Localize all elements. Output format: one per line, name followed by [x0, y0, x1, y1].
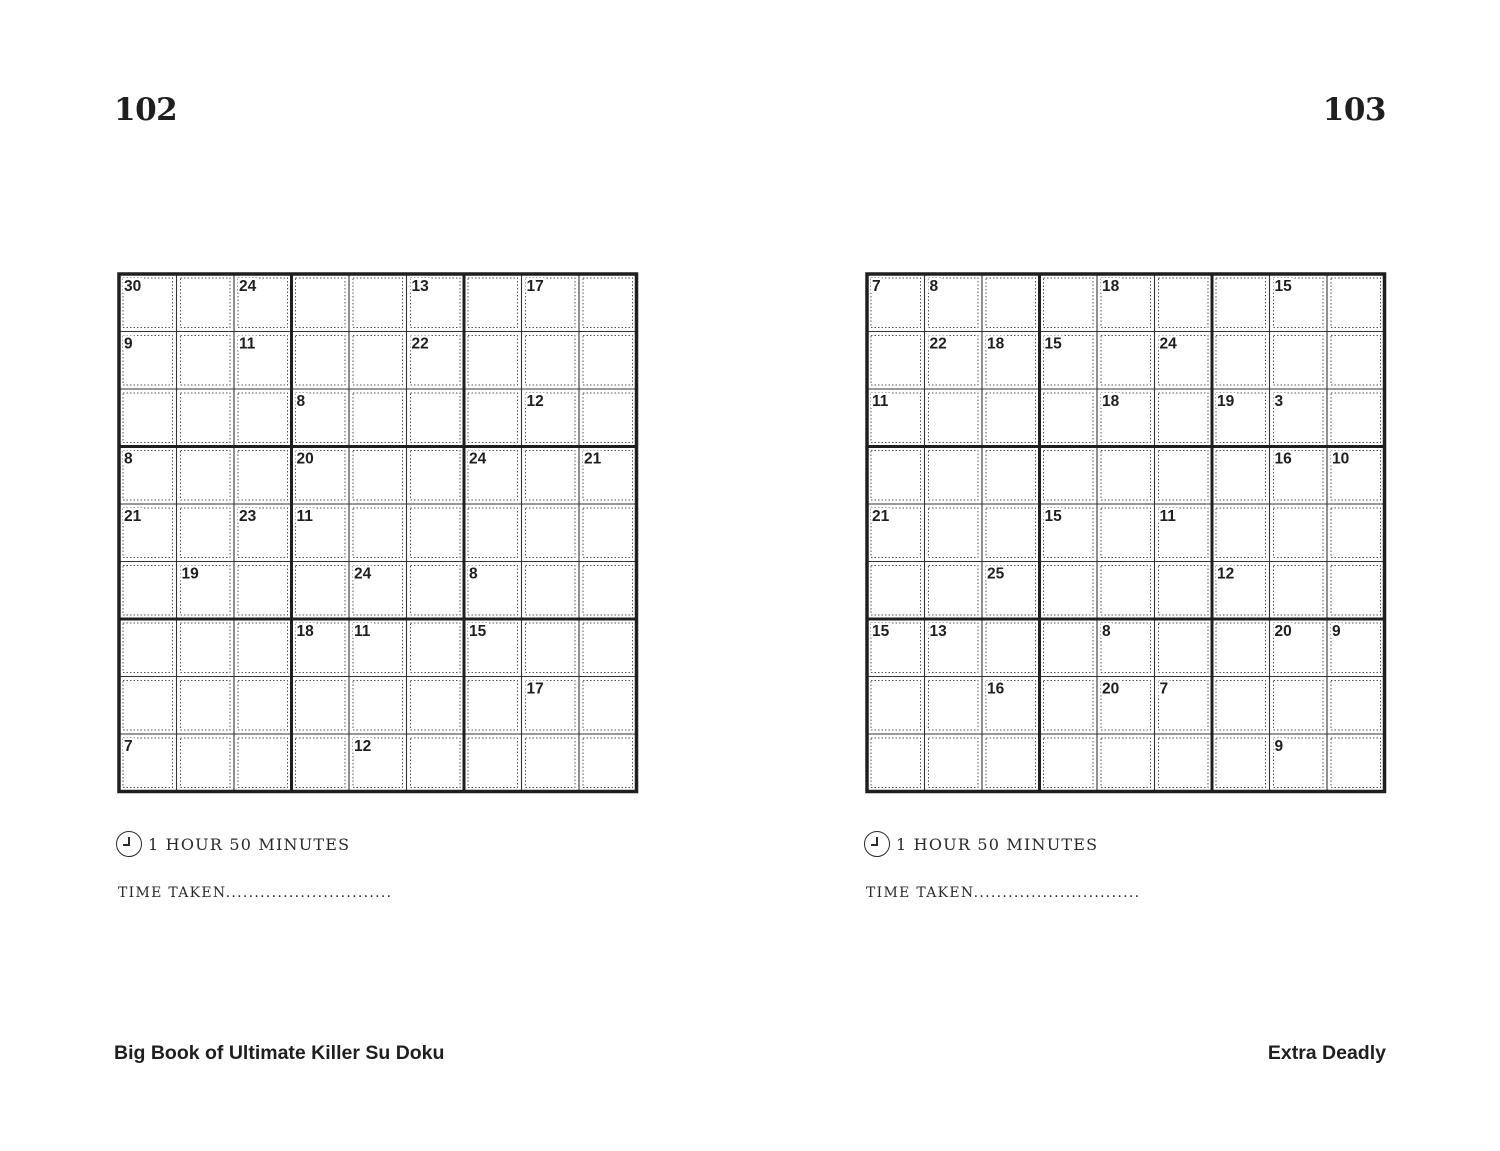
cage-sum: 24: [239, 278, 257, 295]
cage-sum: 11: [354, 623, 371, 640]
grid-border: [119, 274, 637, 792]
cage-sum: 17: [526, 680, 544, 698]
cage-outline: [526, 508, 576, 558]
cage-outline: [296, 566, 346, 616]
cage-sum: 24: [469, 450, 487, 468]
cage-outline: [1101, 566, 1151, 616]
cage-outline: [468, 681, 518, 731]
cage-sum: 13: [411, 278, 429, 295]
cage-outline: [468, 508, 518, 558]
difficulty-footer: Extra Deadly: [1267, 1042, 1386, 1064]
time-limit-left: [116, 829, 350, 859]
cage-outline: [583, 336, 633, 386]
cage-outline: [1331, 508, 1381, 558]
cage-sum: 18: [1102, 278, 1120, 295]
cage-sum: 11: [296, 508, 313, 525]
book-title-footer: Big Book of Ultimate Killer Su Doku: [114, 1042, 445, 1064]
cage-outline: [986, 623, 1036, 673]
cage-outline: [1216, 451, 1266, 501]
cage-outline: [871, 681, 921, 731]
cage-outline: [238, 393, 288, 443]
cage-outline: [871, 451, 921, 501]
cage-sum: 20: [1274, 623, 1292, 640]
cage-outline: [929, 451, 979, 501]
cage-sum: 16: [1274, 450, 1292, 468]
cage-outline: [929, 738, 979, 788]
cage-outline: [353, 681, 403, 731]
cage-outline: [468, 738, 518, 788]
cage-outline: [929, 681, 979, 731]
cage-outline: [1101, 738, 1151, 788]
cage-outline: [181, 336, 231, 386]
cage-sum: 15: [469, 623, 487, 640]
cage-outline: [1331, 566, 1381, 616]
cage-sum: 7: [872, 278, 881, 295]
cage-outline: [583, 566, 633, 616]
cage-outline: [411, 508, 461, 558]
cage-outline: [181, 393, 231, 443]
cage-outline: [1044, 681, 1094, 731]
cage-sum: 8: [124, 450, 133, 468]
cage-outline: [1044, 566, 1094, 616]
killer-sudoku-grid-right[interactable]: [864, 271, 1388, 795]
cage-outline: [1331, 681, 1381, 731]
cage-sum: 8: [929, 278, 939, 295]
cage-outline: [1159, 451, 1209, 501]
cage-sum: 15: [1044, 335, 1062, 353]
cage-outline: [411, 566, 461, 616]
cage-sum: 30: [124, 278, 142, 295]
cage-outline: [296, 336, 346, 386]
cage-outline: [181, 681, 231, 731]
time-limit-text: 1 HOUR 50 MINUTES: [896, 834, 1099, 854]
page-number-right: 103: [1322, 92, 1386, 128]
cage-outline: [526, 623, 576, 673]
cage-outline: [929, 508, 979, 558]
cage-outline: [1216, 681, 1266, 731]
cage-sum: 24: [1159, 335, 1177, 353]
cage-sum: 11: [239, 335, 256, 353]
cage-outline: [1274, 681, 1324, 731]
cage-outline: [411, 738, 461, 788]
cage-sum: 21: [124, 508, 142, 525]
time-taken-dots: .............................: [973, 885, 1141, 901]
cage-outline: [526, 566, 576, 616]
time-limit-text: 1 HOUR 50 MINUTES: [148, 834, 351, 854]
cage-outline: [1044, 451, 1094, 501]
cage-outline: [1331, 278, 1381, 328]
time-taken-label: TIME TAKEN: [118, 885, 226, 901]
cage-sum: 12: [1217, 565, 1235, 583]
cage-outline: [468, 393, 518, 443]
cage-outline: [181, 278, 231, 328]
cage-sum: 19: [181, 565, 199, 583]
cage-outline: [238, 451, 288, 501]
cage-sum: 18: [1102, 393, 1120, 410]
cage-outline: [238, 681, 288, 731]
cage-outline: [986, 278, 1036, 328]
cage-outline: [181, 451, 231, 501]
cage-sum: 7: [1159, 680, 1169, 698]
cage-outline: [583, 623, 633, 673]
cage-sum: 19: [1217, 393, 1235, 410]
cage-outline: [296, 278, 346, 328]
cage-outline: [1044, 623, 1094, 673]
cage-outline: [871, 336, 921, 386]
cage-sum: 13: [929, 623, 947, 640]
cage-outline: [583, 681, 633, 731]
cage-outline: [181, 738, 231, 788]
cage-sum: 3: [1274, 393, 1284, 410]
cage-sum: 7: [124, 738, 133, 755]
cage-outline: [1101, 451, 1151, 501]
cage-outline: [1044, 278, 1094, 328]
cage-outline: [468, 278, 518, 328]
clock-icon: [116, 831, 142, 857]
cage-outline: [871, 738, 921, 788]
cage-outline: [929, 393, 979, 443]
cage-outline: [181, 623, 231, 673]
cage-outline: [1159, 393, 1209, 443]
cage-outline: [1101, 508, 1151, 558]
cage-outline: [1216, 508, 1266, 558]
killer-sudoku-grid-left[interactable]: [116, 271, 640, 795]
cage-outline: [123, 566, 173, 616]
cage-outline: [986, 451, 1036, 501]
time-taken-label: TIME TAKEN: [866, 885, 974, 901]
cage-outline: [123, 681, 173, 731]
cage-sum: 21: [872, 508, 890, 525]
cage-outline: [1331, 336, 1381, 386]
cage-outline: [1159, 738, 1209, 788]
cage-sum: 22: [929, 335, 947, 353]
cage-sum: 8: [296, 393, 306, 410]
cage-outline: [1216, 336, 1266, 386]
cage-outline: [1159, 623, 1209, 673]
cage-sum: 16: [987, 680, 1005, 698]
cage-sum: 20: [1102, 680, 1120, 698]
cage-outline: [123, 393, 173, 443]
cage-outline: [1274, 566, 1324, 616]
cage-outline: [411, 681, 461, 731]
cage-outline: [1044, 738, 1094, 788]
cage-outline: [296, 681, 346, 731]
cage-outline: [353, 508, 403, 558]
cage-outline: [526, 738, 576, 788]
cage-outline: [1216, 738, 1266, 788]
cage-outline: [1274, 336, 1324, 386]
cage-outline: [871, 566, 921, 616]
cage-sum: 15: [1044, 508, 1062, 525]
cage-outline: [1331, 393, 1381, 443]
cage-outline: [353, 451, 403, 501]
time-taken-dots: .............................: [225, 885, 393, 901]
time-limit-right: [864, 829, 1098, 859]
cage-outline: [986, 738, 1036, 788]
cage-sum: 21: [584, 450, 602, 468]
clock-icon: [864, 831, 890, 857]
cage-outline: [238, 566, 288, 616]
cage-sum: 15: [872, 623, 890, 640]
cage-sum: 20: [296, 450, 314, 468]
cage-outline: [1274, 508, 1324, 558]
cage-outline: [1159, 566, 1209, 616]
page-number-left: 102: [114, 92, 178, 128]
cage-sum: 10: [1332, 450, 1350, 468]
cage-sum: 18: [987, 335, 1005, 353]
cage-outline: [181, 508, 231, 558]
cage-outline: [296, 738, 346, 788]
cage-sum: 12: [354, 738, 372, 755]
cage-sum: 8: [1102, 623, 1111, 640]
cage-sum: 23: [239, 508, 257, 525]
cage-outline: [1044, 393, 1094, 443]
cage-sum: 22: [411, 335, 429, 353]
time-taken-left: [118, 885, 392, 901]
cage-outline: [1159, 278, 1209, 328]
cage-sum: 11: [1159, 508, 1176, 525]
cage-outline: [1216, 623, 1266, 673]
cage-outline: [411, 623, 461, 673]
cage-sum: 9: [1332, 623, 1341, 640]
cage-outline: [986, 508, 1036, 558]
cage-outline: [353, 336, 403, 386]
cage-outline: [1331, 738, 1381, 788]
cage-outline: [526, 451, 576, 501]
cage-outline: [583, 278, 633, 328]
cage-sum: 9: [1274, 738, 1284, 755]
cage-outline: [468, 336, 518, 386]
cage-outline: [1216, 278, 1266, 328]
cage-sum: 18: [296, 623, 314, 640]
cage-outline: [353, 278, 403, 328]
cage-sum: 17: [526, 278, 544, 295]
cage-outline: [583, 738, 633, 788]
cage-outline: [583, 393, 633, 443]
cage-sum: 25: [987, 565, 1005, 583]
cage-sum: 8: [469, 565, 478, 583]
cage-outline: [411, 393, 461, 443]
cage-outline: [238, 623, 288, 673]
cage-sum: 24: [354, 565, 372, 583]
cage-sum: 15: [1274, 278, 1292, 295]
cage-outline: [986, 393, 1036, 443]
time-taken-right: [866, 885, 1140, 901]
cage-sum: 12: [526, 393, 544, 410]
cage-outline: [526, 336, 576, 386]
cage-sum: 9: [124, 335, 133, 353]
cage-outline: [353, 393, 403, 443]
cage-outline: [411, 451, 461, 501]
cage-outline: [238, 738, 288, 788]
cage-sum: 11: [872, 393, 889, 410]
cage-outline: [929, 566, 979, 616]
cage-outline: [123, 623, 173, 673]
cage-outline: [1101, 336, 1151, 386]
cage-outline: [583, 508, 633, 558]
